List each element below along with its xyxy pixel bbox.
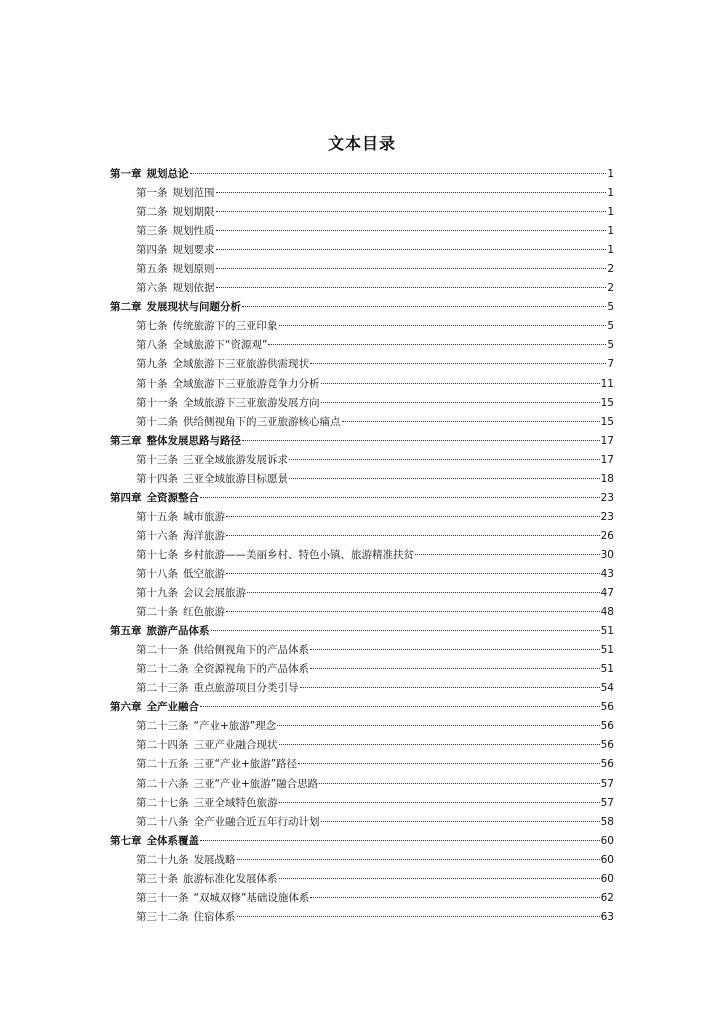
toc-entry-number: 第四章 (110, 491, 142, 504)
toc-entry-number: 第十四条 (136, 472, 178, 485)
toc-entry-title: 全资源视角下的产品体系 (193, 663, 309, 676)
toc-entry-title: 三亚“产业+旅游”路径 (193, 758, 298, 771)
dot-leader (321, 402, 600, 403)
toc-article-entry[interactable] (110, 908, 614, 927)
dot-leader (216, 268, 607, 269)
dot-leader (321, 383, 600, 384)
toc-entry-page-number: 60 (600, 872, 614, 885)
toc-entry-title: 全资源整合 (146, 491, 199, 504)
toc-entry-title: 规划原则 (172, 263, 215, 276)
toc-entry-number: 第七章 (110, 834, 142, 847)
toc-entry-number: 第五条 (136, 263, 168, 276)
toc-entry-title: 传统旅游下的三亚印象 (172, 320, 278, 333)
toc-entry-title: 会议会展旅游 (183, 587, 246, 600)
toc-entry-number: 第一条 (136, 187, 168, 200)
toc-entry-number: 第三十二条 (136, 910, 189, 923)
toc-entry-page-number: 5 (607, 301, 614, 314)
dot-leader (226, 535, 600, 536)
toc-entry-number: 第十六条 (136, 529, 178, 542)
toc-entry-page-number: 47 (600, 587, 614, 600)
toc-article-entry[interactable] (110, 527, 614, 546)
dot-leader (226, 611, 600, 612)
toc-entry-page-number: 7 (607, 358, 614, 371)
toc-article-entry[interactable] (110, 813, 614, 832)
toc-article-entry[interactable] (110, 851, 614, 870)
dot-leader (342, 421, 600, 422)
toc-article-entry[interactable] (110, 279, 614, 298)
toc-entry-page-number: 48 (600, 606, 614, 619)
dot-leader (190, 173, 607, 174)
dot-leader (216, 249, 607, 250)
toc-article-entry[interactable] (110, 565, 614, 584)
toc-chapter-entry[interactable] (110, 698, 614, 717)
dot-leader (289, 459, 600, 460)
toc-article-entry[interactable] (110, 260, 614, 279)
dot-leader (310, 668, 600, 669)
toc-entry-number: 第二十八条 (136, 815, 189, 828)
toc-article-entry[interactable] (110, 451, 614, 470)
toc-article-entry[interactable] (110, 679, 614, 698)
toc-entry-page-number: 57 (600, 796, 614, 809)
toc-entry-number: 第十五条 (136, 510, 178, 523)
toc-entry-page-number: 1 (607, 244, 614, 257)
dot-leader (279, 802, 600, 803)
toc-entry-page-number: 1 (607, 187, 614, 200)
toc-entry-page-number: 1 (607, 168, 614, 180)
toc-entry-number: 第十三条 (136, 453, 178, 466)
dot-leader (216, 230, 607, 231)
dot-leader (247, 592, 600, 593)
toc-entry-page-number: 60 (600, 853, 614, 866)
toc-entry-number: 第二十九条 (136, 853, 189, 866)
dot-leader (216, 192, 607, 193)
toc-entry-number: 第二条 (136, 206, 168, 219)
dot-leader (226, 516, 600, 517)
dot-leader (237, 859, 600, 860)
toc-chapter-entry[interactable] (110, 832, 614, 851)
toc-entry-page-number: 1 (607, 225, 614, 238)
dot-leader (279, 878, 600, 879)
toc-entry-number: 第二十二条 (136, 663, 189, 676)
toc-entry-page-number: 23 (600, 491, 614, 504)
toc-entry-number: 第二十四条 (136, 739, 189, 752)
toc-entry-number: 第九条 (136, 358, 168, 371)
toc-entry-number: 第二十六条 (136, 777, 189, 790)
dot-leader (279, 325, 607, 326)
toc-entry-title: 红色旅游 (183, 606, 225, 619)
toc-entry-title: 海洋旅游 (183, 529, 225, 542)
dot-leader (310, 363, 606, 364)
toc-entry-title: 重点旅游项目分类引导 (193, 682, 299, 695)
toc-chapter-entry[interactable] (110, 489, 614, 508)
toc-article-entry[interactable] (110, 870, 614, 889)
toc-entry-page-number: 17 (600, 434, 614, 447)
toc-article-entry[interactable] (110, 394, 614, 413)
dot-leader (242, 306, 606, 307)
toc-entry-page-number: 51 (600, 663, 614, 676)
dot-leader (200, 840, 600, 841)
toc-entry-title: 三亚“产业+旅游”融合思路 (193, 777, 319, 790)
toc-entry-page-number: 15 (600, 415, 614, 428)
toc-entry-number: 第十条 (136, 377, 168, 390)
toc-entry-title: 发展战略 (193, 853, 236, 866)
toc-entry-page-number: 43 (600, 567, 614, 580)
toc-entry-page-number: 26 (600, 529, 614, 542)
toc-entry-title: 城市旅游 (183, 510, 225, 523)
dot-leader (279, 744, 600, 745)
toc-article-entry[interactable] (110, 241, 614, 260)
toc-entry-number: 第八条 (136, 339, 168, 352)
toc-entry-title: 供给侧视角下的三亚旅游核心痛点 (183, 415, 341, 428)
toc-entry-number: 第二十一条 (136, 644, 189, 657)
dot-leader (237, 916, 600, 917)
toc-entry-number: 第三十条 (136, 872, 178, 885)
toc-entry-page-number: 56 (600, 720, 614, 733)
dot-leader (321, 821, 600, 822)
toc-article-entry[interactable] (110, 317, 614, 336)
toc-entry-title: 低空旅游 (183, 567, 225, 580)
toc-entry-number: 第二十三条 (136, 720, 189, 733)
toc-entry-title: 住宿体系 (193, 910, 236, 923)
toc-entry-page-number: 63 (600, 910, 614, 923)
toc-article-entry[interactable] (110, 603, 614, 622)
toc-article-entry[interactable] (110, 470, 614, 489)
dot-leader (242, 440, 600, 441)
toc-entry-title: 供给侧视角下的产品体系 (193, 644, 309, 657)
toc-article-entry[interactable] (110, 222, 614, 241)
toc-entry-title: 发展现状与问题分析 (146, 301, 241, 314)
toc-article-entry[interactable] (110, 775, 614, 794)
dot-leader (211, 630, 600, 631)
dot-leader (319, 783, 599, 784)
table-of-contents (110, 165, 614, 927)
toc-entry-number: 第七条 (136, 320, 168, 333)
toc-chapter-entry[interactable] (110, 298, 614, 317)
dot-leader (200, 706, 600, 707)
toc-entry-number: 第二十五条 (136, 758, 189, 771)
toc-entry-title: 规划总论 (146, 168, 189, 180)
toc-entry-number: 第三章 (110, 434, 142, 447)
toc-entry-title: 规划期限 (172, 206, 215, 219)
dot-leader (277, 725, 599, 726)
toc-article-entry[interactable] (110, 660, 614, 679)
toc-entry-number: 第二十三条 (136, 682, 189, 695)
toc-article-entry[interactable] (110, 794, 614, 813)
dot-leader (216, 211, 607, 212)
toc-entry-title: 旅游标准化发展体系 (183, 872, 278, 885)
toc-entry-title: 三亚全域旅游发展诉求 (183, 453, 288, 466)
toc-entry-title: 规划性质 (172, 225, 215, 238)
toc-entry-number: 第十二条 (136, 415, 178, 428)
toc-entry-number: 第一章 (110, 168, 142, 180)
toc-entry-title: 乡村旅游——美丽乡村、特色小镇、旅游精准扶贫 (183, 548, 414, 561)
toc-article-entry[interactable] (110, 717, 614, 736)
toc-entry-title: “双城双修”基础设施体系 (193, 891, 310, 904)
dot-leader (289, 478, 600, 479)
toc-article-entry[interactable] (110, 546, 614, 565)
toc-entry-title: 全产业融合近五年行动计划 (193, 815, 320, 828)
page-title: 文本目录 (327, 134, 396, 153)
toc-entry-title: 全域旅游下三亚旅游供需现状 (172, 358, 309, 371)
dot-leader (226, 573, 600, 574)
toc-entry-title: 全域旅游下三亚旅游发展方向 (183, 396, 320, 409)
toc-entry-number: 第六条 (136, 282, 168, 295)
toc-entry-page-number: 5 (607, 339, 614, 352)
dot-leader (310, 897, 599, 898)
dot-leader (300, 687, 600, 688)
toc-entry-title: 全域旅游下“资源观” (172, 339, 268, 352)
toc-entry-number: 第十八条 (136, 567, 178, 580)
dot-leader (310, 649, 600, 650)
toc-entry-number: 第十九条 (136, 587, 178, 600)
toc-entry-title: 三亚产业融合现状 (193, 739, 278, 752)
toc-entry-page-number: 56 (600, 758, 614, 771)
toc-entry-number: 第十一条 (136, 396, 178, 409)
toc-entry-title: “产业+旅游”理念 (193, 720, 277, 733)
toc-article-entry[interactable] (110, 184, 614, 203)
toc-entry-title: 全产业融合 (146, 701, 199, 714)
toc-article-entry[interactable] (110, 336, 614, 355)
toc-entry-number: 第十七条 (136, 548, 178, 561)
toc-chapter-entry[interactable] (110, 165, 614, 184)
toc-entry-page-number: 15 (600, 396, 614, 409)
toc-article-entry[interactable] (110, 413, 614, 432)
toc-article-entry[interactable] (110, 508, 614, 527)
toc-chapter-entry[interactable] (110, 432, 614, 451)
toc-entry-number: 第六章 (110, 701, 142, 714)
toc-chapter-entry[interactable] (110, 622, 614, 641)
toc-article-entry[interactable] (110, 375, 614, 394)
toc-entry-number: 第三条 (136, 225, 168, 238)
toc-entry-page-number: 2 (607, 263, 614, 276)
toc-entry-page-number: 60 (600, 834, 614, 847)
toc-entry-page-number: 23 (600, 510, 614, 523)
toc-entry-title: 三亚全域特色旅游 (193, 796, 278, 809)
toc-entry-page-number: 58 (600, 815, 614, 828)
toc-entry-title: 整体发展思路与路径 (146, 434, 241, 447)
toc-entry-page-number: 56 (600, 739, 614, 752)
toc-entry-number: 第三十一条 (136, 891, 189, 904)
toc-entry-page-number: 57 (600, 777, 614, 790)
toc-entry-page-number: 30 (600, 548, 614, 561)
toc-article-entry[interactable] (110, 641, 614, 660)
toc-article-entry[interactable] (110, 889, 614, 908)
toc-entry-title: 全体系覆盖 (146, 834, 199, 847)
toc-entry-page-number: 18 (600, 472, 614, 485)
dot-leader (298, 763, 599, 764)
toc-entry-page-number: 62 (600, 891, 614, 904)
toc-entry-title: 规划依据 (172, 282, 215, 295)
dot-leader (268, 344, 606, 345)
toc-entry-page-number: 2 (607, 282, 614, 295)
toc-entry-number: 第四条 (136, 244, 168, 257)
toc-entry-number: 第二十条 (136, 606, 178, 619)
toc-entry-page-number: 11 (600, 377, 614, 390)
toc-entry-page-number: 5 (607, 320, 614, 333)
toc-article-entry[interactable] (110, 203, 614, 222)
toc-entry-number: 第二章 (110, 301, 142, 314)
toc-entry-title: 全域旅游下三亚旅游竞争力分析 (172, 377, 320, 390)
toc-entry-page-number: 56 (600, 701, 614, 714)
toc-entry-page-number: 51 (600, 644, 614, 657)
toc-article-entry[interactable] (110, 755, 614, 774)
toc-article-entry[interactable] (110, 584, 614, 603)
toc-article-entry[interactable] (110, 736, 614, 755)
toc-article-entry[interactable] (110, 355, 614, 374)
dot-leader (216, 287, 607, 288)
toc-entry-title: 规划范围 (172, 187, 215, 200)
toc-entry-title: 旅游产品体系 (146, 625, 210, 638)
toc-entry-title: 规划要求 (172, 244, 215, 257)
toc-entry-title: 三亚全域旅游目标愿景 (183, 472, 288, 485)
toc-entry-page-number: 1 (607, 206, 614, 219)
toc-entry-page-number: 54 (600, 682, 614, 695)
toc-entry-page-number: 51 (600, 625, 614, 638)
toc-entry-number: 第五章 (110, 625, 142, 638)
toc-entry-number: 第二十七条 (136, 796, 189, 809)
dot-leader (415, 554, 600, 555)
toc-entry-page-number: 17 (600, 453, 614, 466)
dot-leader (200, 497, 600, 498)
